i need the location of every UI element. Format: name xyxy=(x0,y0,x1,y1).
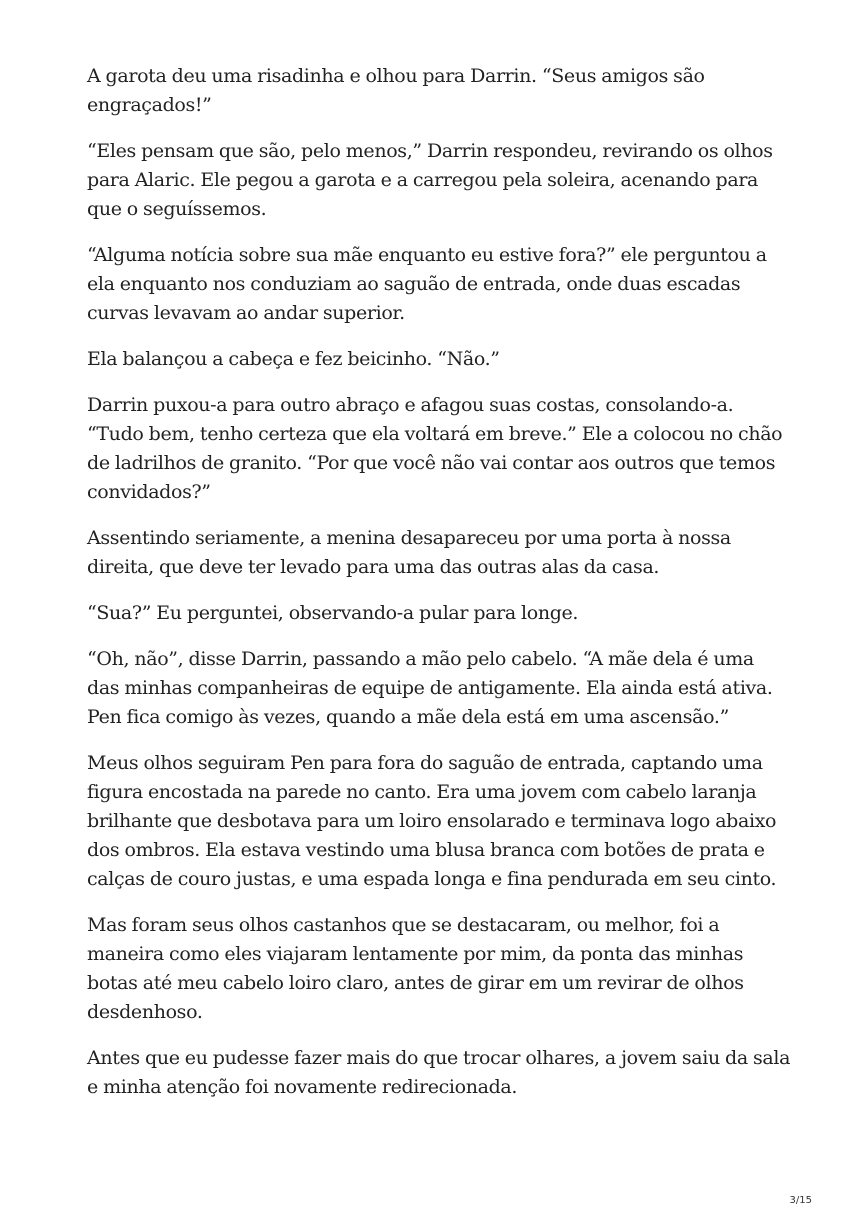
text-line: de ladrilhos de granito. “Por que você não vai contar aos outros que temos xyxy=(87,452,776,474)
text-line: “Eles pensam que são, pelo menos,” Darrin respondeu, revirando os olhos xyxy=(87,140,773,162)
text-line: convidados?” xyxy=(87,481,211,503)
text-line: que o seguíssemos. xyxy=(87,198,267,220)
text-line: desdenhoso. xyxy=(87,1001,203,1023)
text-line: Antes que eu pudesse fazer mais do que trocar olhares, a jovem saiu da sala xyxy=(87,1047,791,1069)
text-line: curvas levavam ao andar superior. xyxy=(87,302,405,324)
text-line: engraçados!” xyxy=(87,94,212,116)
text-line: calças de couro justas, e uma espada longa e fina pendurada em seu cinto. xyxy=(87,868,777,890)
text-line: “Sua?” Eu perguntei, observando-a pular para longe. xyxy=(87,602,579,624)
paragraph xyxy=(87,599,787,628)
page-number: 3/15 xyxy=(789,1195,812,1206)
text-line: botas até meu cabelo loiro claro, antes de girar em um revirar de olhos xyxy=(87,972,744,994)
text-line: “Oh, não”, disse Darrin, passando a mão pelo cabelo. “A mãe dela é uma xyxy=(87,648,754,670)
text-line: maneira como eles viajaram lentamente por mim, da ponta das minhas xyxy=(87,943,744,965)
text-line: A garota deu uma risadinha e olhou para Darrin. “Seus amigos são xyxy=(87,65,705,87)
text-line: Ela balançou a cabeça e fez beicinho. “Não.” xyxy=(87,348,500,370)
text-line: “Alguma notícia sobre sua mãe enquanto eu estive fora?” ele perguntou a xyxy=(87,244,767,266)
text-line: Pen fica comigo às vezes, quando a mãe dela está em uma ascensão.” xyxy=(87,706,729,728)
text-line: brilhante que desbotava para um loiro ensolarado e terminava logo abaixo xyxy=(87,810,777,832)
document-page xyxy=(87,62,791,1119)
text-line: ela enquanto nos conduziam ao saguão de entrada, onde duas escadas xyxy=(87,273,741,295)
text-line: das minhas companheiras de equipe de antigamente. Ela ainda está ativa. xyxy=(87,677,773,699)
text-line: figura encostada na parede no canto. Era uma jovem com cabelo laranja xyxy=(87,781,757,803)
paragraph xyxy=(87,911,787,1027)
text-line: direita, que deve ter levado para uma das outras alas da casa. xyxy=(87,556,660,578)
text-line: Meus olhos seguiram Pen para fora do saguão de entrada, captando uma xyxy=(87,752,763,774)
paragraph xyxy=(87,241,787,328)
text-line: dos ombros. Ela estava vestindo uma blusa branca com botões de prata e xyxy=(87,839,765,861)
paragraph xyxy=(87,391,787,507)
paragraph xyxy=(87,1044,791,1102)
paragraph xyxy=(87,137,787,224)
text-line: Darrin puxou-a para outro abraço e afagou suas costas, consolando-a. xyxy=(87,394,734,416)
paragraph xyxy=(87,62,787,120)
text-line: para Alaric. Ele pegou a garota e a carregou pela soleira, acenando para xyxy=(87,169,759,191)
text-line: Assentindo seriamente, a menina desapareceu por uma porta à nossa xyxy=(87,527,731,549)
paragraph xyxy=(87,645,787,732)
paragraph xyxy=(87,345,787,374)
text-line: Mas foram seus olhos castanhos que se destacaram, ou melhor, foi a xyxy=(87,914,720,936)
paragraph xyxy=(87,524,787,582)
paragraph xyxy=(87,749,787,894)
text-line: e minha atenção foi novamente redirecionada. xyxy=(87,1076,518,1098)
text-line: “Tudo bem, tenho certeza que ela voltará em breve.” Ele a colocou no chão xyxy=(87,423,783,445)
